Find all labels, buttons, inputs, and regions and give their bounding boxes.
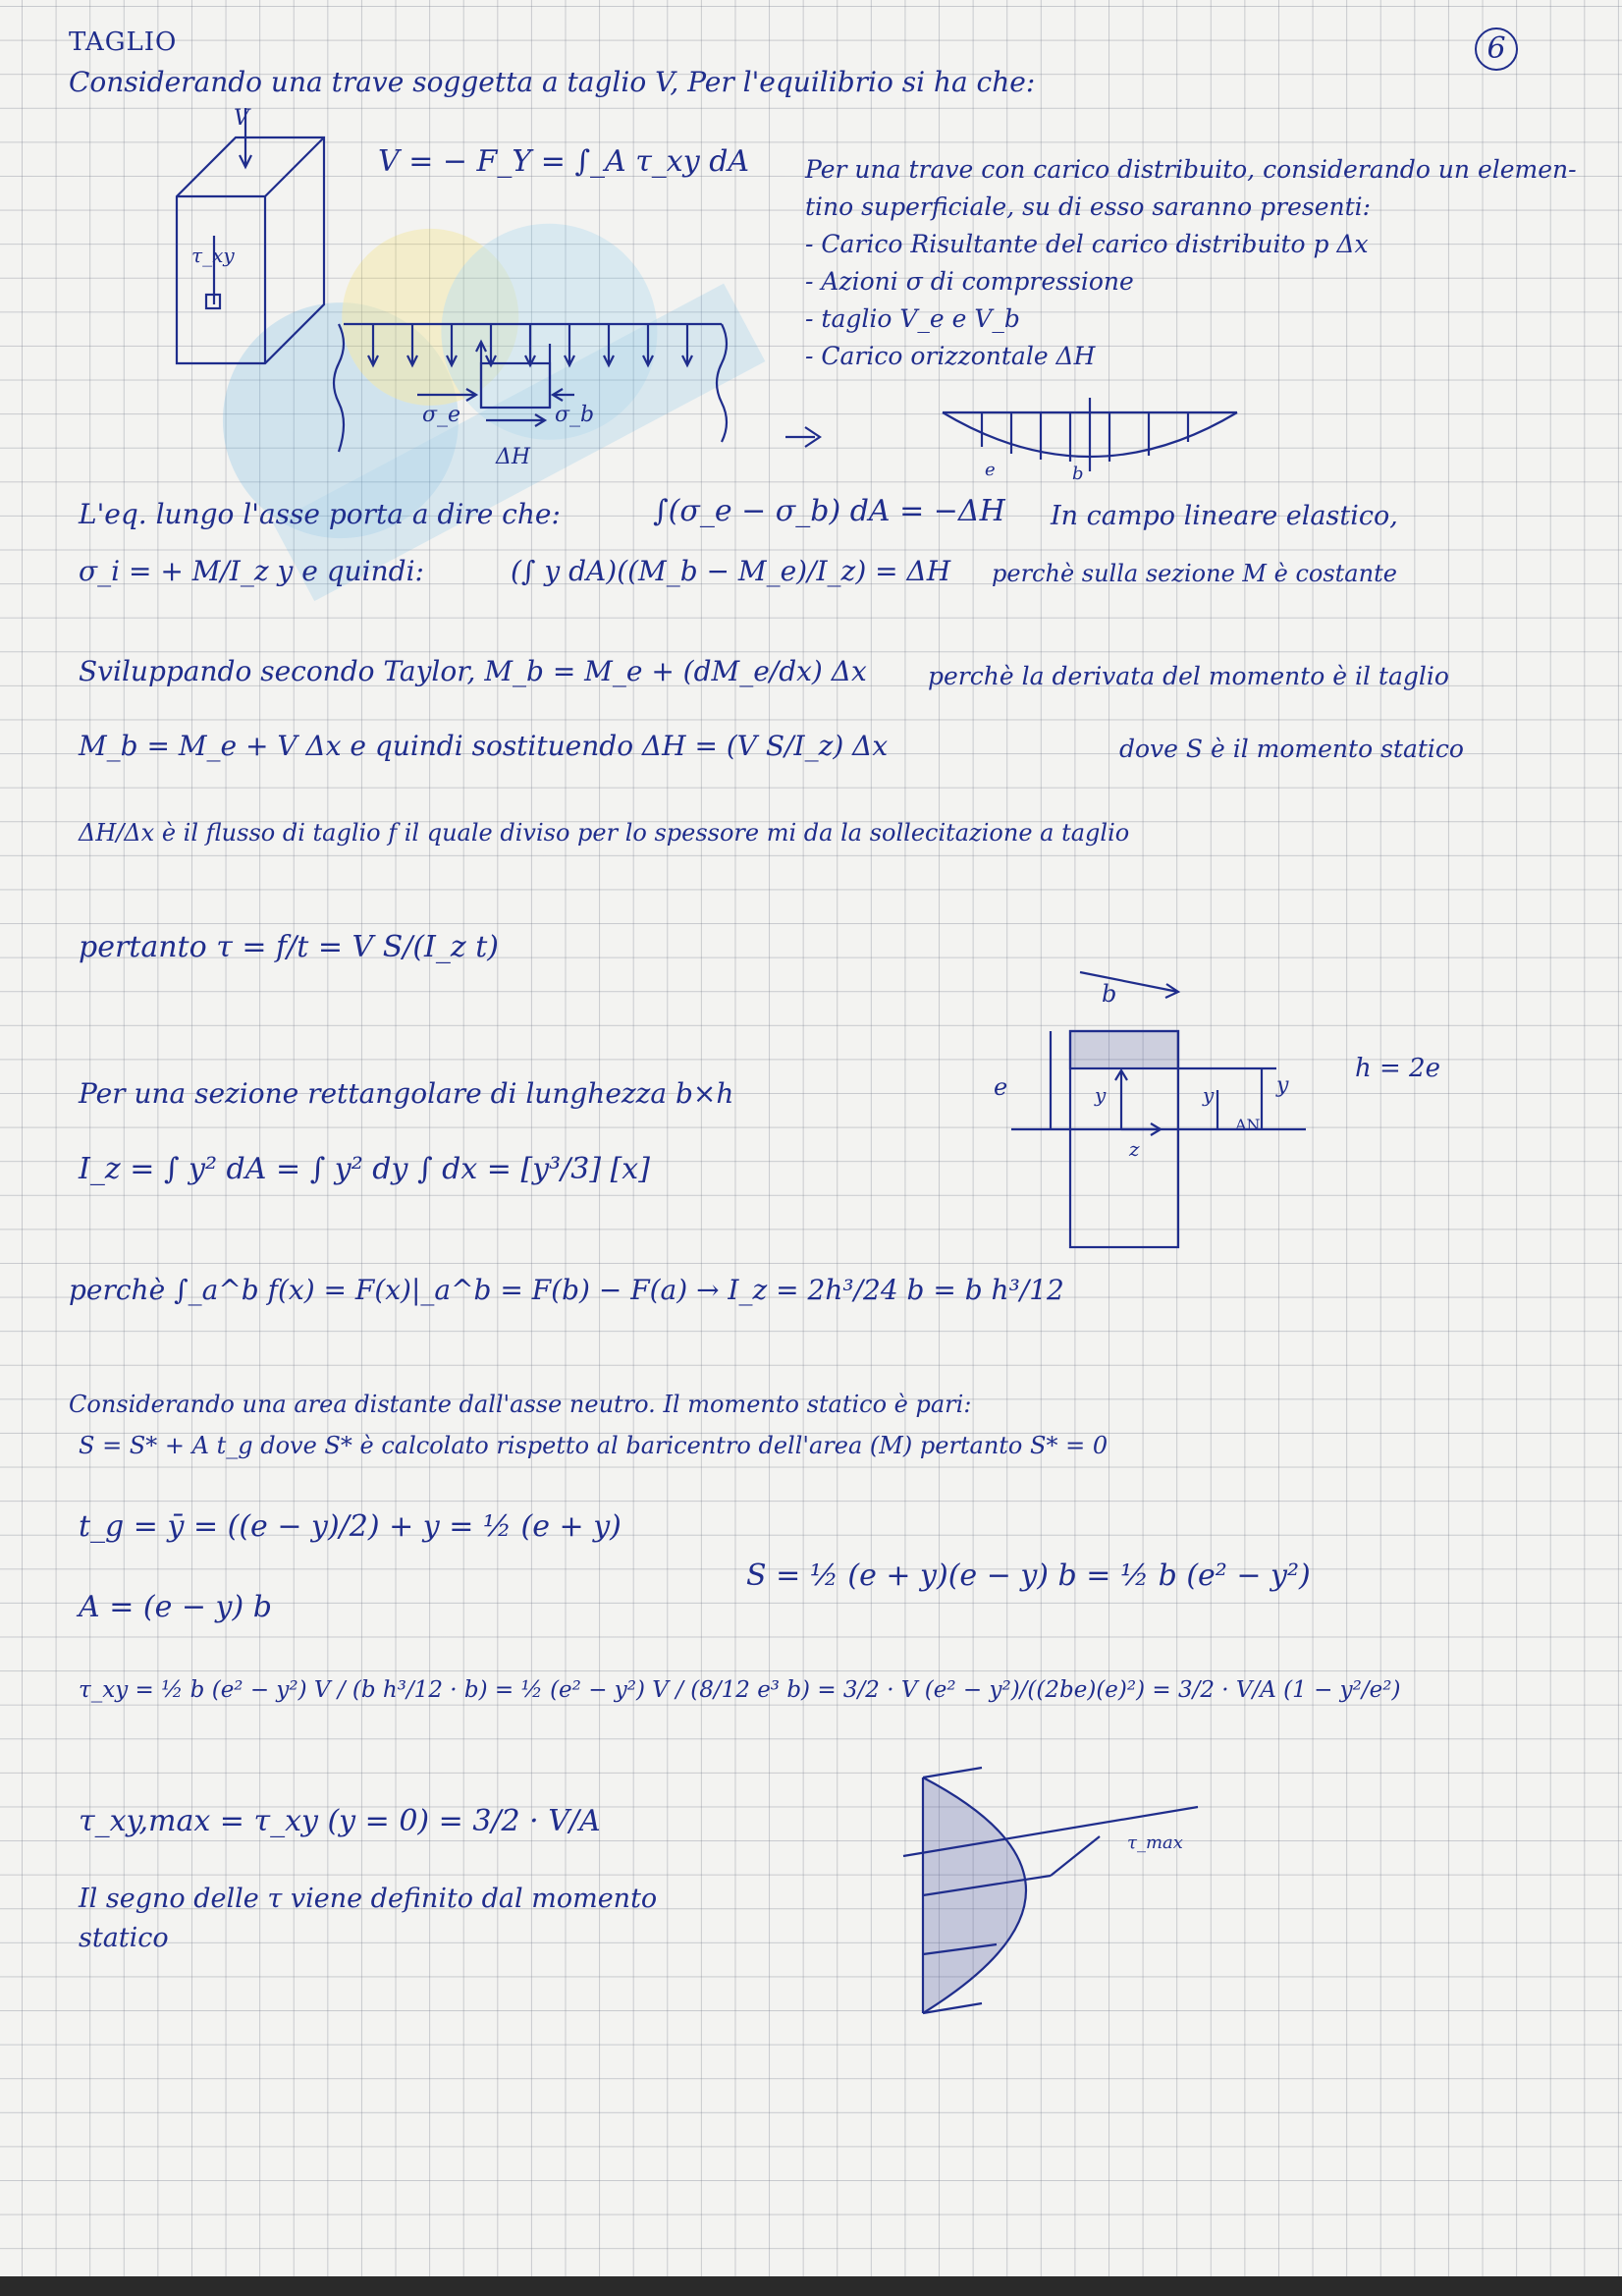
- page-number: 6: [1475, 27, 1518, 71]
- text-line: Per una trave con carico distribuito, considerando un elemen-: [805, 155, 1577, 184]
- formula-tau-max: τ_xy,max = τ_xy (y = 0) = 3/2 · V/A: [79, 1804, 601, 1838]
- label-txy: τ_xy: [191, 244, 235, 267]
- label-y-axis: y: [1095, 1083, 1107, 1107]
- formula-inertia-result: perchè ∫_a^b f(x) = F(x)|_a^b = F(b) − F(a) → I_z = 2h³/24 b = b h³/12: [69, 1274, 1064, 1306]
- formula-shear-integral: V = − F_Y = ∫_A τ_xy dA: [378, 144, 750, 179]
- formula-dh: (∫ y dA)((M_b − M_e)/I_z) = ΔH: [511, 555, 951, 587]
- label-e: e: [985, 460, 996, 480]
- text-line: Il segno delle τ viene definito dal momento: [79, 1884, 658, 1914]
- label-sigma-b: σ_b: [555, 403, 595, 427]
- rectangular-section-diagram: [1011, 962, 1345, 1257]
- text-line: Considerando una area distante dall'asse neutro. Il momento statico è pari:: [69, 1391, 972, 1418]
- text-line: ΔH/Δx è il flusso di taglio f il quale diviso per lo spessore mi da la sollecitazione a taglio: [79, 819, 1130, 847]
- formula-area: A = (e − y) b: [79, 1590, 272, 1624]
- label-neutral-axis: AN: [1235, 1116, 1261, 1134]
- shear-distribution-diagram: [903, 1768, 1217, 2043]
- text-line: L'eq. lungo l'asse porta a dire che:: [79, 498, 561, 530]
- formula-inertia: I_z = ∫ y² dA = ∫ y² dy ∫ dx = [y³/3] [x]: [79, 1152, 650, 1186]
- bending-diagram: [776, 393, 1247, 491]
- formula-tau-xy: τ_xy = ½ b (e² − y²) V / (b h³/12 · b) = ½ (e² − y²) V / (8/12 e³ b) = 3/2 · V (e² − y²)/((2be)(e)²) = 3/2 · V/A (1 − y²/e²): [79, 1677, 1401, 1703]
- label-h-2e: h = 2e: [1355, 1054, 1440, 1083]
- text-line: tino superficiale, su di esso saranno presenti:: [805, 192, 1372, 221]
- label-e-height: e: [994, 1073, 1008, 1101]
- label-tau-max: τ_max: [1127, 1832, 1183, 1853]
- formula-equilibrium: ∫(σ_e − σ_b) dA = −ΔH: [653, 494, 1005, 528]
- formula-tg: t_g = ȳ = ((e − y)/2) + y = ½ (e + y): [79, 1509, 622, 1544]
- text-line: statico: [79, 1923, 169, 1953]
- list-item: - Carico orizzontale ΔH: [805, 342, 1096, 370]
- label-y-distance: y: [1203, 1083, 1215, 1107]
- label-sigma-e: σ_e: [422, 403, 461, 427]
- text-line: perchè la derivata del momento è il taglio: [928, 662, 1449, 690]
- formula-static-moment: S = S* + A t_g dove S* è calcolato rispetto al baricentro dell'area (M) pertanto S* = 0: [79, 1432, 1108, 1459]
- list-item: - taglio V_e e V_b: [805, 304, 1020, 333]
- text-line: perchè sulla sezione M è costante: [992, 560, 1397, 587]
- formula-taylor: Sviluppando secondo Taylor, M_b = M_e + (dM_e/dx) Δx: [79, 655, 867, 687]
- formula-mb: M_b = M_e + V Δx e quindi sostituendo ΔH = (V S/I_z) Δx: [79, 730, 889, 762]
- label-y-bar: y: [1276, 1073, 1289, 1098]
- text-line: In campo lineare elastico,: [1051, 501, 1398, 531]
- formula-s: S = ½ (e + y)(e − y) b = ½ b (e² − y²): [746, 1558, 1311, 1593]
- distributed-load-diagram: [334, 304, 746, 462]
- text-line: dove S è il momento statico: [1119, 735, 1464, 763]
- label-b-width: b: [1102, 980, 1117, 1008]
- page-title: TAGLIO: [69, 27, 178, 57]
- text-line: Considerando una trave soggetta a taglio V, Per l'equilibrio si ha che:: [69, 66, 1036, 98]
- list-item: - Carico Risultante del carico distribuito p Δx: [805, 230, 1369, 258]
- label-z-axis: z: [1129, 1137, 1140, 1161]
- label-v: V: [234, 106, 249, 131]
- label-delta-h: ΔH: [496, 445, 531, 469]
- scan-bottom-edge: [0, 2276, 1622, 2296]
- formula-tau: pertanto τ = f/t = V S/(I_z t): [79, 930, 500, 964]
- formula-sigma: σ_i = + M/I_z y e quindi:: [79, 555, 424, 587]
- label-b: b: [1072, 464, 1084, 484]
- list-item: - Azioni σ di compressione: [805, 267, 1134, 296]
- text-line: Per una sezione rettangolare di lunghezza b×h: [79, 1077, 734, 1110]
